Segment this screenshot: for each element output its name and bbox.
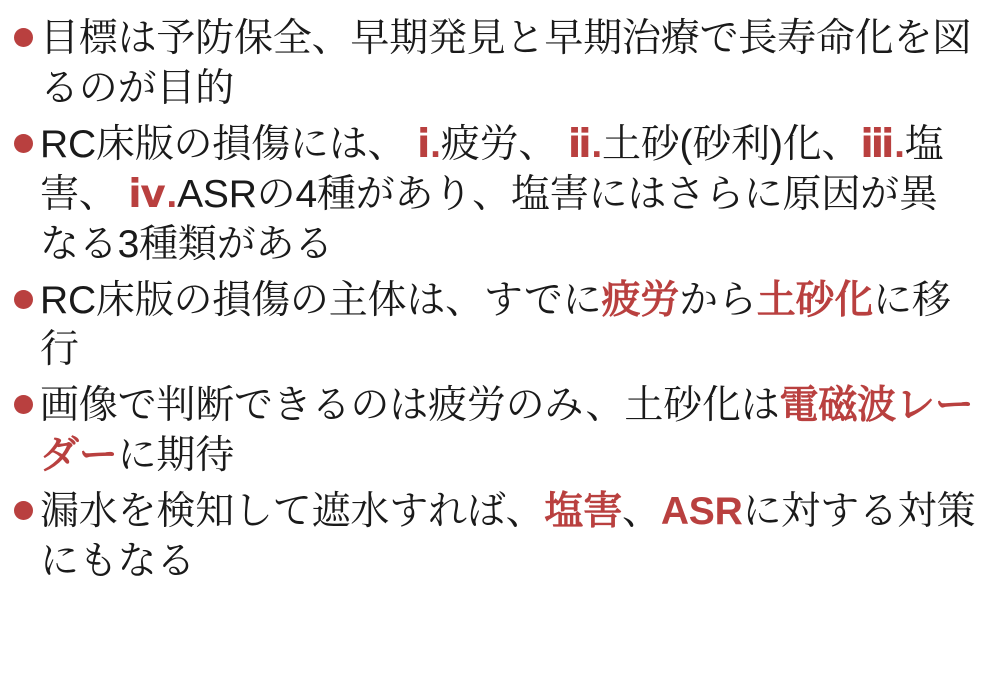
bullet-text-4: 画像で判断できるのは疲労のみ、土砂化は電磁波レーダーに期待	[40, 384, 974, 478]
bullet-text-2: RC床版の損傷には、 ⅰ.疲労、 ⅱ.土砂(砂利)化、ⅲ.塩害、 ⅳ.ASRの4種があり、塩害にはさらに原因が異なる3種類がある	[40, 122, 944, 266]
bullet-dot-icon	[14, 276, 40, 309]
bullet-text-1: 目標は予防保全、早期発見と早期治療で長寿命化を図るのが目的	[40, 17, 972, 110]
list-item	[14, 381, 976, 481]
bullet-dot-icon	[14, 120, 40, 153]
list-item	[14, 487, 976, 587]
bullet-text-3: RC床版の損傷の主体は、すでに疲労から土砂化に移行	[40, 278, 951, 372]
bullet-text-5: 漏水を検知して遮水すれば、塩害、ASRに対する対策にもなる	[40, 490, 976, 584]
bullet-dot-icon	[14, 14, 40, 47]
bullet-dot-icon	[14, 381, 40, 414]
list-item	[14, 276, 976, 376]
list-item	[14, 120, 976, 270]
list-item	[14, 14, 976, 114]
bullet-dot-icon	[14, 487, 40, 520]
